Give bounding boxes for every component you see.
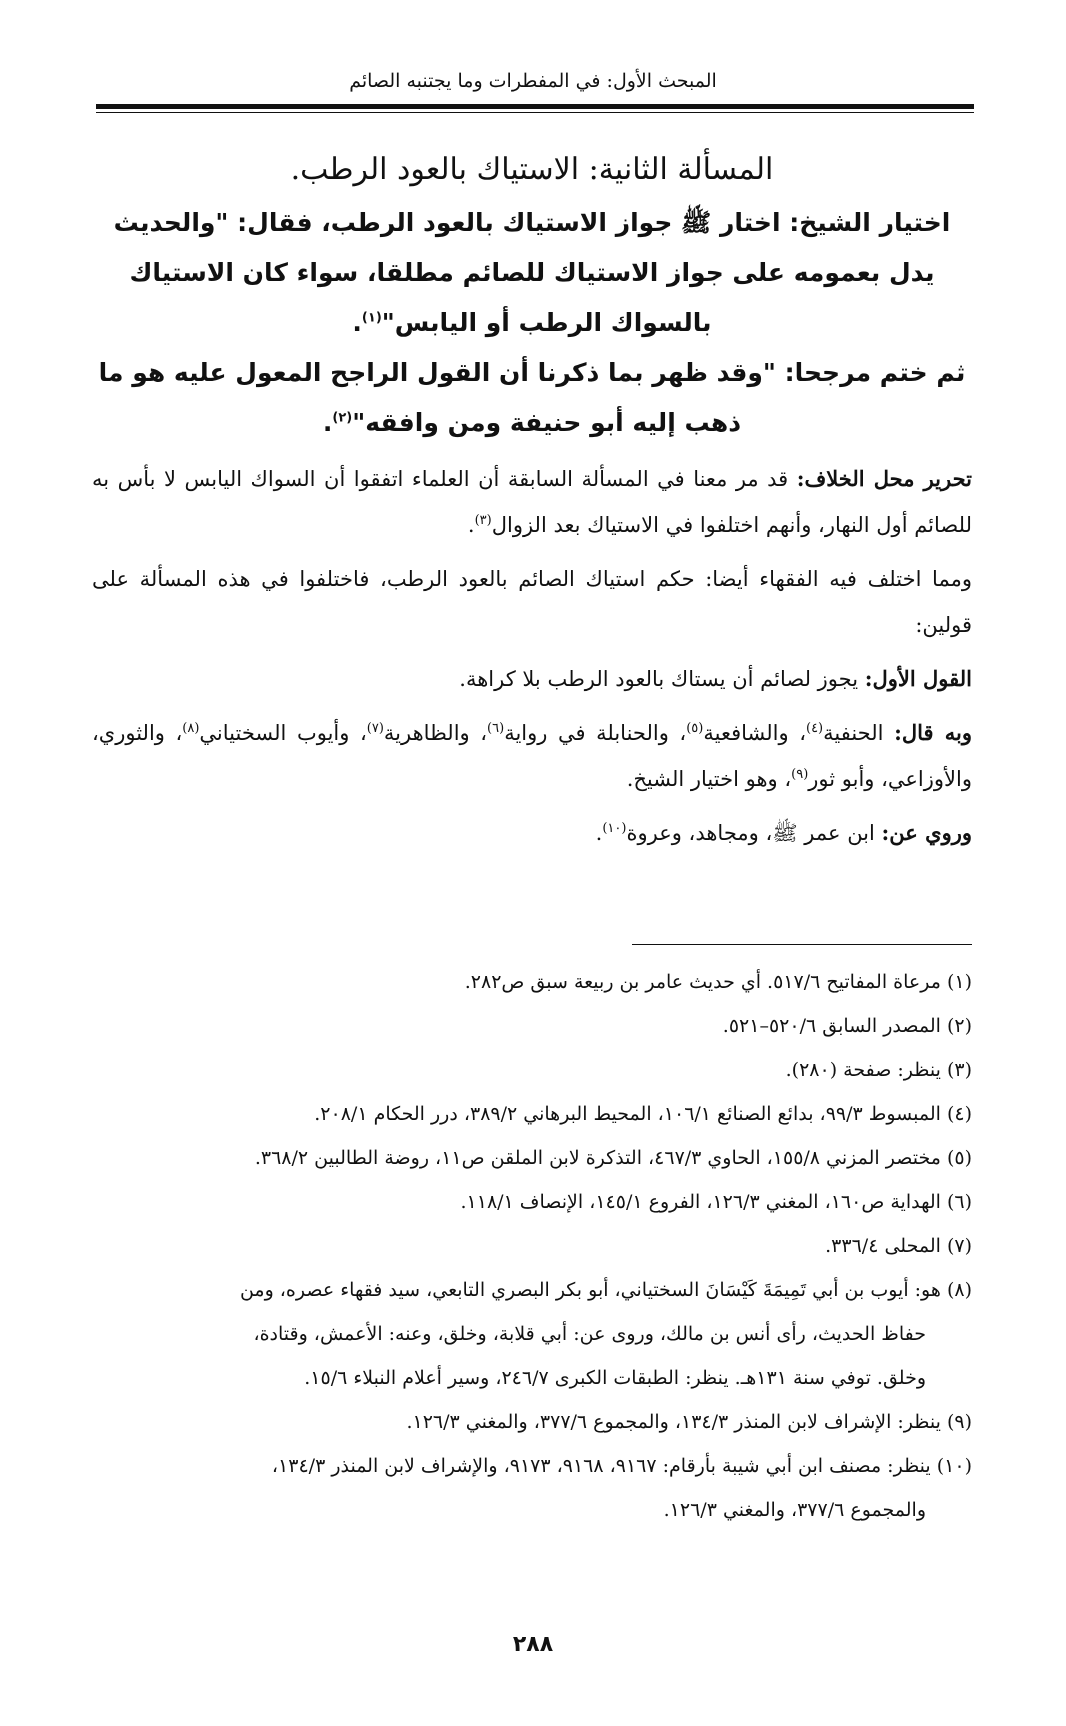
footnote-number: (٨) bbox=[946, 1279, 972, 1301]
said-by-text: ، والظاهرية bbox=[383, 721, 488, 745]
said-by-text: ، وأيوب السختياني bbox=[199, 721, 367, 745]
footnote-8-line-3: وخلق. توفي سنة ١٣١هـ. ينظر: الطبقات الكبرى ٢٤٦/٧، وسير أعلام النبلاء ١٥/٦. bbox=[304, 1367, 926, 1389]
footnote-text: ينظر: صفحة (٢٨٠). bbox=[785, 1059, 941, 1081]
footnote-ref[interactable]: (٢) bbox=[332, 410, 353, 426]
dispute-lead: تحرير محل الخلاف: bbox=[796, 466, 972, 491]
footnote-separator bbox=[632, 944, 972, 945]
footnote-1 bbox=[92, 960, 972, 1004]
footnote-text: هو: أيوب بن أبي تَمِيمَةَ كَيْسَانَ السختياني، أبو بكر البصري التابعي، سيد فقهاء عصره، ومن bbox=[239, 1279, 941, 1301]
footnote-9 bbox=[92, 1400, 972, 1444]
period: . bbox=[467, 513, 475, 537]
first-opinion bbox=[92, 656, 972, 702]
footnote-3 bbox=[92, 1048, 972, 1092]
main-text bbox=[92, 148, 972, 856]
period: . bbox=[322, 408, 333, 437]
footnote-ref[interactable]: (٩) bbox=[791, 767, 809, 782]
said-by-text: ، والحنابلة في رواية bbox=[504, 721, 687, 745]
footnote-10-line-2: والمجموع ٣٧٧/٦، والمغني ١٢٦/٣. bbox=[663, 1499, 926, 1521]
footnotes bbox=[92, 960, 972, 1532]
said-by-text: الحنفية bbox=[823, 721, 884, 745]
footnote-ref[interactable]: (١) bbox=[361, 310, 382, 326]
dispute-text: قد مر معنا في المسألة السابقة أن العلماء اتفقوا أن السواك اليابس لا بأس به للصائم أول النهار، وأنهم اختلفوا في الاستياك بعد الزوال bbox=[92, 467, 972, 537]
footnote-number: (٧) bbox=[946, 1235, 972, 1257]
conclusion-text: ثم ختم مرجحا: "وقد ظهر بما ذكرنا أن القول الراجح المعول عليه هو ما ذهب إليه أبو حنيفة ومن وافقه" bbox=[98, 358, 966, 437]
footnote-ref[interactable]: (١٠) bbox=[602, 821, 627, 836]
first-opinion-lead: القول الأول: bbox=[864, 666, 972, 691]
footnote-number: (٢) bbox=[946, 1015, 972, 1037]
footnote-text: المبسوط ٩٩/٣، بدائع الصنائع ١٠٦/١، المحيط البرهاني ٣٨٩/٢، درر الحكام ٢٠٨/١. bbox=[314, 1103, 941, 1125]
footnote-text: ينظر: الإشراف لابن المنذر ١٣٤/٣، والمجموع ٣٧٧/٦، والمغني ١٢٦/٣. bbox=[406, 1411, 941, 1433]
said-by-lead: وبه قال: bbox=[894, 720, 972, 745]
said-by-text: ، وهو اختيار الشيخ. bbox=[626, 767, 792, 791]
footnote-number: (١٠) bbox=[936, 1455, 972, 1477]
period: . bbox=[352, 308, 362, 337]
footnote-ref[interactable]: (٦) bbox=[487, 721, 505, 736]
shaykh-choice-text: اختار ﷺ جواز الاستياك بالعود الرطب، فقال: "والحديث يدل بعمومه على جواز الاستياك للصائم مطلقا، سواء كان الاستياك بالسواك الرطب أو اليابس" bbox=[113, 208, 935, 337]
said-by-text: ، والشافعية bbox=[703, 721, 806, 745]
narrated-from-text: ابن عمر ﷺ، ومجاهد، وعروة bbox=[626, 821, 875, 845]
running-header: المبحث الأول: في المفطرات وما يجتنبه الصائم bbox=[349, 70, 717, 92]
footnote-6 bbox=[92, 1180, 972, 1224]
footnote-text: مرعاة المفاتيح ٥١٧/٦. أي حديث عامر بن ربيعة سبق ص٢٨٢. bbox=[464, 971, 941, 993]
footnote-text: المصدر السابق ٥٢٠/٦–٥٢١. bbox=[722, 1015, 941, 1037]
footnote-5 bbox=[92, 1136, 972, 1180]
period: . bbox=[595, 821, 603, 845]
footnote-number: (٦) bbox=[946, 1191, 972, 1213]
dispute-paragraph bbox=[92, 456, 972, 548]
header-rule bbox=[96, 104, 974, 109]
footnote-2 bbox=[92, 1004, 972, 1048]
footnote-number: (٥) bbox=[946, 1147, 972, 1169]
first-opinion-text: يجوز لصائم أن يستاك بالعود الرطب بلا كراهة. bbox=[459, 667, 859, 691]
said-by-text: ، والثوري، والأوزاعي، وأبو ثور bbox=[92, 721, 972, 791]
said-by-paragraph bbox=[92, 710, 972, 802]
header-rule-thin bbox=[96, 112, 974, 113]
footnote-number: (١) bbox=[946, 971, 972, 993]
footnote-ref[interactable]: (٨) bbox=[182, 721, 200, 736]
footnote-ref[interactable]: (٤) bbox=[805, 721, 824, 736]
footnote-text: مختصر المزني ١٥٥/٨، الحاوي ٤٦٧/٣، التذكرة لابن الملقن ص١١، روضة الطالبين ٣٦٨/٢. bbox=[254, 1147, 941, 1169]
footnote-10 bbox=[92, 1444, 972, 1488]
footnote-ref[interactable]: (٥) bbox=[686, 721, 704, 736]
narrated-from-lead: وروي عن: bbox=[881, 820, 972, 845]
footnote-8 bbox=[92, 1268, 972, 1312]
footnote-number: (٣) bbox=[946, 1059, 972, 1081]
footnote-7 bbox=[92, 1224, 972, 1268]
footnote-number: (٩) bbox=[946, 1411, 972, 1433]
footnote-ref[interactable]: (٣) bbox=[474, 513, 492, 528]
disagreement-paragraph: ومما اختلف فيه الفقهاء أيضا: حكم استياك الصائم بالعود الرطب، فاختلفوا في هذه المسألة على قولين: bbox=[92, 567, 972, 637]
conclusion bbox=[92, 348, 972, 448]
footnote-text: الهداية ص١٦٠، المغني ١٢٦/٣، الفروع ١٤٥/١، الإنصاف ١١٨/١. bbox=[460, 1191, 941, 1213]
footnote-4 bbox=[92, 1092, 972, 1136]
footnote-text: ينظر: مصنف ابن أبي شيبة بأرقام: ٩١٦٧، ٩١٦٨، ٩١٧٣، والإشراف لابن المنذر ١٣٤/٣، bbox=[271, 1455, 931, 1477]
footnote-number: (٤) bbox=[946, 1103, 972, 1125]
page-number: ٢٨٨ bbox=[512, 1632, 554, 1657]
shaykh-choice-lead: اختيار الشيخ: bbox=[789, 208, 951, 237]
footnote-ref[interactable]: (٧) bbox=[366, 721, 384, 736]
footnote-8-line-2: حفاظ الحديث، رأى أنس بن مالك، وروى عن: أبي قلابة، وخلق، وعنه: الأعمش، وقتادة، bbox=[253, 1323, 926, 1345]
narrated-from-paragraph bbox=[92, 810, 972, 856]
shaykh-choice bbox=[92, 198, 972, 348]
footnote-text: المحلى ٣٣٦/٤. bbox=[825, 1235, 941, 1257]
issue-title: المسألة الثانية: الاستياك بالعود الرطب. bbox=[290, 152, 774, 187]
